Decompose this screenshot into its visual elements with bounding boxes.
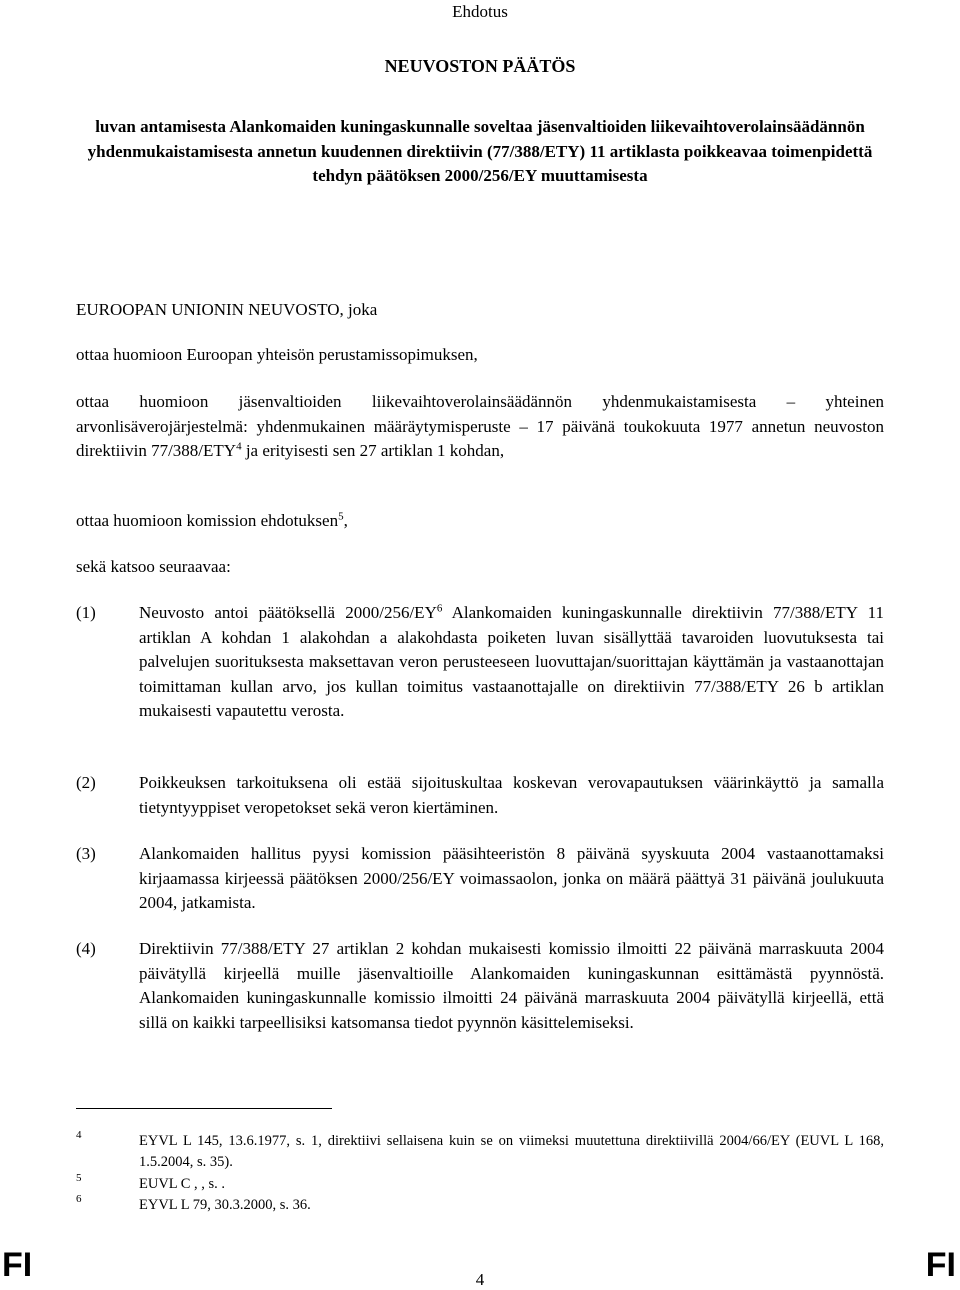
recital-text-a: Neuvosto antoi päätöksellä 2000/256/EY	[139, 603, 437, 622]
language-code-left: FI	[2, 1246, 33, 1284]
citation-text: ottaa huomioon komission ehdotuksen	[76, 511, 339, 530]
preamble-intro: EUROOPAN UNIONIN NEUVOSTO, joka	[76, 300, 378, 319]
recital-1	[76, 601, 884, 724]
footnote-ref-4: 4	[236, 440, 242, 453]
page-number: 4	[475, 1270, 485, 1289]
recital-text: Alankomaiden hallitus pyysi komission pääsihteeristön 8 päivänä syyskuuta 2004 vastaanottamaksi kirjaamassa kirjeessä päätöksen 2000/256/EY voimassaolon, jonka on määrä päättyä 31 päivänä joulukuuta 2004, jatkamista.	[139, 844, 884, 912]
footnote-text: EUVL C , , s. .	[139, 1176, 226, 1192]
footnote-text: EYVL L 145, 13.6.1977, s. 1, direktiivi sellaisena kuin se on viimeksi muutettuna direktiivillä 2004/66/EY (EUVL L 168, 1.5.2004, s. 35).	[139, 1133, 884, 1170]
document-subject: luvan antamisesta Alankomaiden kuningaskunnalle soveltaa jäsenvaltioiden liikevaihtoverolainsäädännön yhdenmukaistamisesta annetun kuudennen direktiivin (77/388/ETY) 11 artiklasta poikkeavaa toimenpidettä tehdyn päätöksen 2000/256/EY muuttamisesta	[87, 117, 873, 185]
footnote-separator	[76, 1108, 332, 1109]
footnote-4	[76, 1131, 884, 1173]
document-type-label: Ehdotus	[452, 2, 508, 21]
citation-tail: ,	[343, 511, 348, 530]
recital-text	[139, 601, 884, 724]
recital-2	[76, 771, 884, 820]
footnote-ref-6: 6	[436, 602, 443, 615]
preamble-whereas: sekä katsoo seuraavaa:	[76, 557, 231, 576]
recital-number: (4)	[76, 939, 96, 958]
citation-text: ottaa huomioon jäsenvaltioiden liikevaihtoverolainsäädännön yhdenmukaistamisesta – yhteinen arvonlisäverojärjestelmä: yhdenmukainen määräytymisperuste – 17 päivänä toukokuuta 1977 annetun neuvoston direktiivin 77/388/ETY	[76, 392, 884, 460]
recital-text: Direktiivin 77/388/ETY 27 artiklan 2 kohdan mukaisesti komissio ilmoitti 22 päivänä marraskuuta 2004 päivätyllä kirjeellä muille jäsenvaltioille Alankomaiden kuningaskunnan esittämästä pyynnöstä. Alankomaiden kuningaskunnalle komissio ilmoitti 24 päivänä marraskuuta 2004 päivätyllä kirjeellä, että sillä on kaikki tarpeellisiksi katsomansa tiedot pyynnön käsittelemiseksi.	[139, 939, 884, 1032]
recital-text: Poikkeuksen tarkoituksena oli estää sijoituskultaa koskevan verovapautuksen väärinkäyttö ja samalla tietyntyyppiset veropetokset sekä veron kiertäminen.	[139, 773, 884, 817]
citation-tail: ja erityisesti sen 27 artiklan 1 kohdan,	[241, 441, 505, 460]
footnote-number: 5	[76, 1172, 82, 1184]
footnote-6	[76, 1195, 884, 1216]
footnote-text: EYVL L 79, 30.3.2000, s. 36.	[139, 1197, 311, 1213]
footnote-ref-5: 5	[338, 510, 344, 523]
recital-number: (1)	[76, 603, 96, 622]
footnote-5	[76, 1174, 884, 1195]
recital-text-b: Alankomaiden kuningaskunnalle direktiivin 77/388/ETY 11 artiklan A kohdan 1 alakohdan a alakohdasta poiketen luvan sisällyttää tavaroiden luovutuksesta tai palvelujen suorituksesta maksettavan veron perusteeseen luovuttajan/suorittajan käyttämän ja vastaanottajan toimittaman kullan arvo, jos kullan toimitus vastaanottajalle on direktiivin 77/388/ETY 26 b artiklan mukaisesti vapautettu verosta.	[139, 603, 884, 720]
preamble-citation-treaty: ottaa huomioon Euroopan yhteisön perustamissopimuksen,	[76, 345, 478, 364]
recital-number: (3)	[76, 844, 96, 863]
footnote-number: 4	[76, 1129, 82, 1141]
recital-4	[76, 937, 884, 1035]
recital-number: (2)	[76, 773, 96, 792]
document-title: NEUVOSTON PÄÄTÖS	[384, 56, 576, 76]
preamble-citation-directive	[76, 390, 884, 464]
language-code-right: FI	[925, 1246, 956, 1284]
footnote-number: 6	[76, 1193, 82, 1205]
preamble-citation-proposal	[76, 509, 884, 534]
recital-3	[76, 842, 884, 916]
